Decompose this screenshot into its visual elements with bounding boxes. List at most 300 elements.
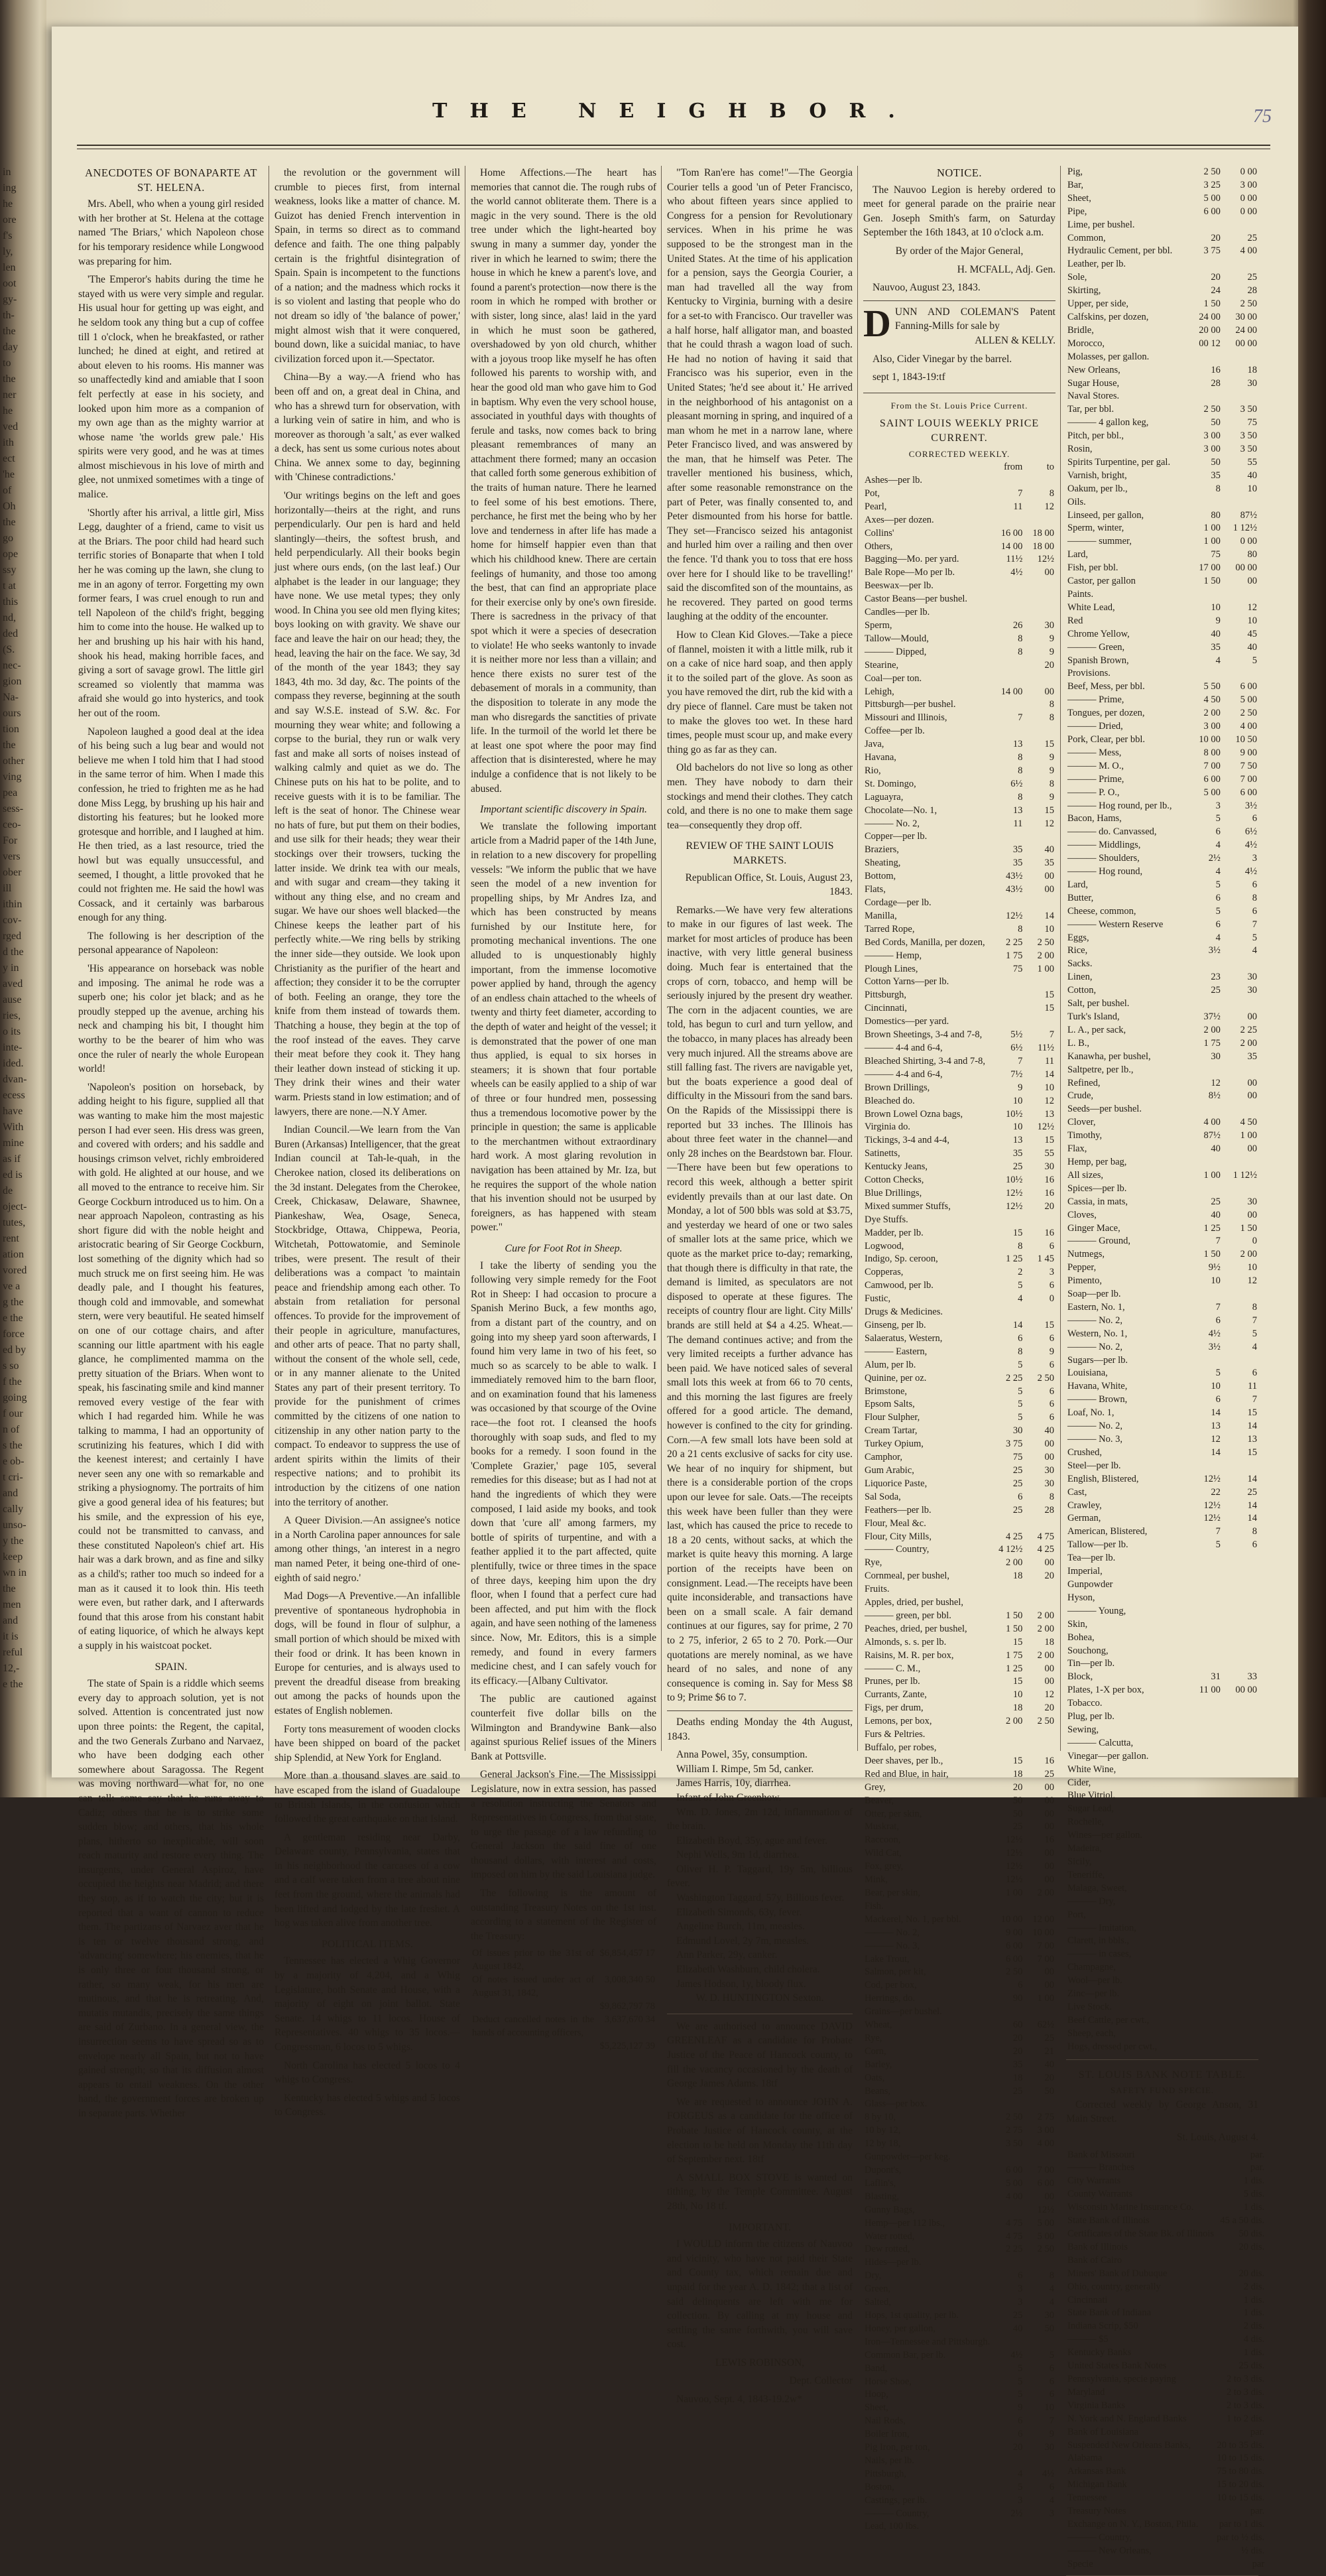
headline-foot-rot: Cure for Foot Rot in Sheep. [505,1242,623,1254]
price-row [863,1913,1055,1927]
price-to: 8 [1049,778,1054,789]
price-item: Beans, [865,2085,891,2096]
price-item: Hyson, [1067,1592,1095,1603]
price-row [863,2019,1055,2032]
price-row [863,897,1055,910]
price-to [1024,2455,1055,2468]
price-from [1185,351,1222,364]
price-from: 50 [1012,1808,1023,1819]
price-from [1185,1988,1222,2001]
price-to: 00 [1044,1861,1054,1872]
price-from [991,673,1024,686]
price-row [1066,1341,1258,1354]
price-to: 7 50 [1240,760,1257,771]
fragment-text: he [3,405,13,417]
price-to: 6 00 [1037,2177,1054,2189]
price-to: 24 00 [1235,324,1257,336]
bank-row [1066,2492,1266,2505]
price-from [991,474,1024,487]
price-to [1222,351,1258,364]
fragment-text: ed is [3,1169,23,1181]
price-to: 4 00 [1240,245,1257,257]
fragment-text: f's [3,230,13,241]
price-row [1066,271,1258,285]
price-from: 12 [1211,1434,1221,1445]
column-rule [857,166,858,1751]
price-item: Common, [1067,232,1106,243]
price-from [1185,1710,1222,1724]
column-rule [661,166,662,1751]
price-from [991,2151,1024,2164]
price-to [1222,1842,1258,1856]
price-row [863,2098,1055,2111]
price-from: 8 [1018,633,1023,644]
price-to: 10 [1247,615,1257,626]
price-from: 5 [1215,1368,1221,1379]
price-item: Nails, per lb. [865,2455,914,2466]
price-row [863,1821,1055,1834]
price-row [1066,694,1258,707]
price-to: 4½ [1244,840,1257,851]
price-to: 12½ [1037,1122,1054,1133]
price-from: 60 [1012,2020,1023,2031]
price-row [1066,338,1258,351]
price-to: 0 [1049,1293,1054,1305]
price-to: 7 00 [1037,2165,1054,2175]
price-to: 62½ [1037,2020,1054,2031]
price-row [863,1610,1055,1623]
price-item: ——— Western Reserve [1067,919,1164,930]
price-item: ——— 4-4 and 6-4, [865,1068,943,1080]
price-item: Drugs & Medicines. [865,1307,943,1318]
price-item: Red [1067,615,1083,626]
fragment-text: vers [3,851,21,862]
price-row [1066,1024,1258,1037]
price-from [991,976,1024,989]
price-item: Rio, [865,765,881,776]
price-from: 6 00 [1203,773,1221,785]
price-item: Eggs, [1067,932,1089,943]
price-row [863,2204,1055,2217]
price-row [863,989,1055,1002]
price-from [991,1596,1024,1610]
price-item: Chocolate—No. 1, [865,805,937,816]
price-to: 12½ [1037,554,1054,565]
price-from: 43½ [1005,884,1023,895]
price-row [863,1768,1055,1781]
price-to: 2 00 [1037,1649,1054,1661]
price-row [863,1002,1055,1015]
price-item: Crawley, [1067,1500,1102,1511]
price-from: 28 [1211,377,1221,389]
price-item: Sheet, [865,2402,888,2414]
price-item: Red and Blue, in hair, [865,1768,949,1779]
price-to: 00 [1247,1077,1257,1088]
price-to [1222,1737,1258,1750]
price-row [1066,548,1258,562]
price-row [863,1728,1055,1742]
bank-name: N. York and N. England Banks [1067,2413,1187,2424]
fragment-text: rent [3,1233,19,1244]
price-from: 1 00 [1203,536,1221,547]
indian-council-article: Indian Council.—We learn from the Van Buren (Arkansas) Intelligencer, that the great Indian council at Tah-le-quah, in the Cherokee nation, closed its deliberations on the 3d instant. Delegates from the Cherokee, Creek, Chickasaw, Delaware, Shawnee, Piankeshaw, Wea, Osage, Seneca, Stockbridge, Ottawa, Chippewa, Peoria, Witchetah, Pottowatomie, and Seminole tribes, were present. The result of their deliberations was a compact 'to maintain peace and friendship among each other. To abstain from retaliation for personal offences. To provide for the improvement of their people in agriculture, manufactures, and other arts of peace. That no party shall, without the consent of the whole sell, cede, or in any manner alienate to the United States any part of their present territory. To provide for the punishment of crimes committed by the citizens of one nation to citizenship in any other nation party to the compact. To endeavor to suppress the use of ardent spirits within the limits of their respective nations; and to prohibit its introduction by the citizens of one nation into the territory of another. [274,1124,460,1508]
bank-rate: par. [1250,2506,1265,2517]
price-row [1066,1552,1258,1565]
price-to: 10 00 [1032,1927,1054,1938]
price-row [1066,1592,1258,1605]
price-row [1066,1090,1258,1103]
price-row [1066,655,1258,668]
price-row [1066,747,1258,760]
price-from: 9 [1018,1082,1023,1093]
death-entry: Edmund Lovel, 2y 7m, measles. [676,1935,810,1947]
price-item: Plough Lines, [865,963,918,974]
price-header-to: to [1046,462,1054,473]
price-to: 15 [1044,1320,1054,1330]
price-from [991,1306,1024,1319]
bank-rate: 10 to 15 dis. [1217,2492,1265,2504]
price-from: 3½ [1208,945,1221,956]
price-item: Oakum, per lb., [1067,483,1128,494]
price-to: 1 00 [1240,1130,1257,1141]
price-to: 00 [1247,1090,1257,1102]
price-to: 30 [1044,1161,1054,1173]
bank-row [1066,2386,1266,2400]
price-from: 12½ [1005,1861,1023,1872]
price-to [1222,1816,1258,1829]
price-row [1066,615,1258,628]
price-item: Flax, [1067,1143,1087,1155]
price-item: Gunpowder—per keg. [865,2152,951,2163]
price-from [1185,1829,1222,1842]
price-item: Prunes, per lb. [865,1676,920,1687]
price-to: 4½ [1244,866,1257,877]
price-item: Honey, per gallon, [865,2323,935,2334]
treasury-value: 3,637,670 34 [604,2014,655,2025]
headline-discovery: Important scientific discovery in Spain. [480,804,647,816]
price-row [863,2349,1055,2362]
price-row [863,2072,1055,2085]
fragment-text: ause [3,994,22,1005]
price-item: Ashes—per lb. [865,475,922,485]
price-to: 6 [1049,1399,1054,1410]
price-row [863,1689,1055,1702]
price-to: 16 [1044,1835,1054,1846]
price-row [1066,285,1258,298]
price-from: 8 [1018,923,1023,934]
bank-row [1066,2228,1266,2241]
price-row [863,487,1055,501]
mad-dogs-article: Mad Dogs—A Preventive.—An infallible preventive of spontaneous hydrophobia in dogs, will be found in flour of sulphur, a small portion of which should be mixed with their food or drink. It has been known in Europe for centuries, and is always used to prevent the dreadful disease from breaking out among the packs of hounds upon the estates of English noblemen. [274,1590,460,1716]
price-item: Copper—per lb. [865,831,928,842]
fragment-text: o its [3,1026,21,1037]
price-row [1066,734,1258,747]
price-to: 6 [1049,1359,1054,1370]
price-row [863,791,1055,805]
fragment-text: of [3,485,12,496]
price-item: Pig, [1067,166,1083,177]
bank-table-corrected: Corrected weekly by George Anson, 31 Main Street. [1066,2098,1258,2125]
price-from: 3½ [1208,1341,1221,1352]
price-row [1066,1935,1258,1948]
column-4 [667,166,853,2406]
price-to: 00 [1044,871,1054,882]
fragment-text: ing [3,182,17,194]
price-row [1066,1288,1258,1301]
price-to: 55 [1247,456,1257,468]
price-row [1066,258,1258,271]
price-item: Axes—per dozen. [865,514,934,525]
price-to [1222,390,1258,403]
fragment-text: the [3,1583,16,1594]
price-item: ——— No. 2, [1067,1421,1122,1432]
price-item: ——— 4 gallon keg, [1067,417,1149,428]
price-item: Salt, per bushel. [1067,998,1130,1009]
price-to: 9 [1049,765,1054,776]
price-to: 4 00 [1037,2138,1054,2150]
price-from: 4 [1018,1293,1023,1305]
price-to [1024,2151,1055,2164]
price-to: 2 50 [1240,708,1257,719]
price-to [1222,1789,1258,1803]
price-to [1222,958,1258,971]
price-from: 11 00 [1199,1685,1221,1696]
bank-row [1066,2333,1266,2347]
price-to: 1 00 [1037,1993,1054,2004]
price-from: 6 [1018,2270,1023,2282]
fragment-text: 'he [3,469,15,480]
price-from: 2 00 [1203,1024,1221,1035]
price-from [1185,1657,1222,1671]
price-row [863,1029,1055,1042]
price-to: 6 [1049,2389,1054,2400]
price-row [1066,1974,1258,1988]
price-row [863,2296,1055,2309]
price-row [1066,192,1258,206]
price-row [1066,892,1258,905]
price-to: 3 [1252,853,1257,864]
price-item: Linseed, per gallon, [1067,509,1144,521]
treasury-value: $5,225,127 39 [599,2040,655,2051]
price-from: 8 [1018,752,1023,763]
price-to: 30 00 [1235,311,1257,322]
price-from: 10 [1012,1122,1023,1133]
fragment-text: For [3,835,18,846]
price-to: 30 [1247,985,1257,996]
bank-name: Bank of Louisiana [1067,2426,1139,2437]
price-item: Vinegar—per gallon. [1067,1750,1149,1762]
fragment-text: force [3,1328,25,1340]
price-item: Feathers—per lb. [865,1504,932,1515]
price-from: 75 [1012,1452,1023,1463]
price-to: 4 [1049,2297,1054,2308]
price-from: 1 75 [1005,1649,1023,1661]
price-row [863,1174,1055,1187]
price-from: 7 [1018,1055,1023,1066]
price-from: 2 75 [1005,2125,1023,2136]
death-entry: Infant of John Greenhow. [676,1791,782,1803]
price-to: 30 [1044,2442,1054,2453]
price-row [1066,1961,1258,1974]
price-to: 00 [1044,686,1054,697]
price-to: 7 [1049,1029,1054,1041]
notice-signature-1: By order of the Major General, [895,245,1024,257]
price-item: Sewing, [1067,1724,1099,1735]
price-from: 7 [1215,1236,1221,1247]
price-from [1185,219,1222,232]
price-from: 12½ [1005,910,1023,921]
fragment-text: men [3,1599,21,1610]
price-to: 15 [1044,805,1054,816]
counterfeit-notice: The public are cautioned against counterfeit five dollar bills on the Wilmington and Brandywine Bank—also against spurious Relief issues of the Miners Bank at Pottsville. [471,1693,656,1762]
price-row [1066,2014,1258,2028]
price-to: 2 50 [1037,2244,1054,2255]
fragment-text: ation [3,1249,24,1260]
price-from: 1 50 [1005,1623,1023,1634]
price-item: Brown Sheetings, 3-4 and 7-8, [865,1029,983,1041]
death-entry: Oliver H. P. Taggard, 19y 5m, billious fever. [667,1863,853,1890]
price-item: Plug, per lb. [1067,1711,1115,1722]
price-item: Castings, per lb. [865,2494,928,2506]
price-to: 0 00 [1240,536,1257,547]
price-item: Turkey Opium, [865,1439,924,1450]
price-to: 3 50 [1240,430,1257,442]
price-to: 35 [1247,1051,1257,1062]
price-row [1066,1156,1258,1169]
price-to: 6 [1049,1280,1054,1291]
fragment-text: and [3,1615,19,1626]
price-item: 8 by 10, [865,2112,896,2123]
price-to [1222,1103,1258,1116]
fragment-text: len [3,262,16,273]
price-item: Boston, [865,2481,894,2492]
price-from: 1 50 [1203,298,1221,310]
price-from [991,593,1024,606]
price-to: 6 [1049,1412,1054,1423]
price-item: St. Domingo, [865,778,916,789]
price-row [863,1847,1055,1860]
bank-name: Maryland [1067,2386,1105,2398]
price-item: Mink, [865,1874,888,1886]
price-item: Castor Beans—per bushel. [865,594,968,605]
price-to: 75 [1247,417,1257,428]
paragraph: 'The Emperor's habits during the time he stayed with us were very simple and regular. His usual hour for getting up was eight, and he seldom took any thing but a cup of coffee till 1 o'clock, when he breakfasted, or rather lunched; he dined at eight, and retired at about eleven to his rooms. His manner was so unaffectedly kind and amiable that I soon felt perfectly at ease in his society, and looked upon him more as a companion of my own age than as the mighty warrior at whose name 'the worlds grew pale.' His spirits were very good, and he was at times almost mischievous in his love of mirth and glee, not unmixed sometimes with a tinge of malice. [78,274,264,501]
price-row [863,1346,1055,1359]
fragment-text: n of [3,1424,20,1435]
price-row [863,936,1055,950]
price-to: 25 [1044,1768,1054,1779]
price-row [863,2085,1055,2098]
price-row [863,2323,1055,2336]
price-row [863,1121,1055,1134]
price-from: 43½ [1005,871,1023,882]
price-from [1185,998,1222,1011]
fragment-text: mine [3,1137,24,1149]
price-from: 1 75 [1203,1037,1221,1049]
price-item: Camphor, [865,1452,903,1463]
bank-rate: par to ½ dis. [1217,2532,1265,2543]
price-from: 25 [1211,985,1221,996]
price-item: Calfskins, per dozen, [1067,311,1149,322]
fragment-text: ill [3,883,12,894]
price-row [1066,588,1258,602]
price-item: Almonds, s. s. per lb. [865,1636,947,1647]
price-from: 3 00 [1203,721,1221,732]
price-from [1185,1460,1222,1473]
price-item: Cordage—per lb. [865,897,932,908]
price-from: 30 [1012,1425,1023,1437]
price-from: 6 [1215,892,1221,903]
price-item: Port, [1067,1909,1086,1920]
price-row [1066,1684,1258,1697]
bank-name: ——— Country, [1067,2532,1132,2543]
price-row [1066,2001,1258,2014]
price-to [1222,1460,1258,1473]
price-from: 6 00 [1005,1940,1023,1951]
bank-row [1066,2413,1266,2426]
price-to: 40 [1044,844,1054,856]
price-from: 5 [1215,1539,1221,1551]
price-item: Sugars—per lb. [1067,1354,1128,1366]
price-current-subtitle: CORRECTED WEEKLY. [908,448,1010,459]
price-from [1185,1605,1222,1618]
price-row [1066,760,1258,773]
price-from: 14 00 [1000,686,1023,697]
price-item: Band, [865,2362,888,2374]
price-item: ——— Hemp, [865,950,922,961]
price-to: 20 [1044,1571,1054,1582]
price-to: 6 00 [1240,681,1257,692]
price-to [1024,1306,1055,1319]
price-item: Brown Drillings, [865,1082,930,1093]
price-from: 22 [1211,1486,1221,1498]
bank-rate: par. [1250,2149,1265,2160]
death-entry: Washington Taggard, 57y, Billious fever. [676,1892,845,1904]
price-to: 40 [1247,470,1257,481]
price-item: Fish. [865,1900,884,1911]
price-from: 75 [1012,963,1023,974]
price-to: 40 [1044,1425,1054,1437]
paragraph: North Carolina has elected 5 locos to 4 whigs to Congress. [274,2059,460,2086]
price-row [1066,1129,1258,1143]
price-item: Hops, 1st quality, per lb. [865,2309,959,2321]
price-from [1185,2001,1222,2014]
price-from: 6 [1018,1491,1023,1502]
price-from: 8 [1018,1240,1023,1252]
price-to: 8 [1252,892,1257,903]
price-item: Cotton Yarns—per lb. [865,976,949,988]
price-from [1185,258,1222,271]
price-to: 00 00 [1235,1685,1257,1696]
bank-row [1066,2201,1266,2215]
price-item: ——— No. 2, [865,1927,920,1938]
bank-row [1066,2347,1266,2360]
price-item: Fox, grey, [865,1861,904,1872]
bank-rate: 1 dis. [1243,2347,1265,2358]
price-to [1024,1015,1055,1029]
price-row [863,1675,1055,1689]
price-row [1066,232,1258,245]
price-item: Pittsburgh, [865,990,906,1001]
fragment-text: wn in [3,1567,27,1578]
price-item: Bacon, Hams, [1067,813,1122,824]
price-to: 15 [1044,1003,1054,1014]
price-item: ——— C. M., [865,1663,921,1674]
fragment-text: sess- [3,803,24,814]
price-to [1024,514,1055,527]
price-row [1066,377,1258,391]
price-header-row [863,461,1055,474]
